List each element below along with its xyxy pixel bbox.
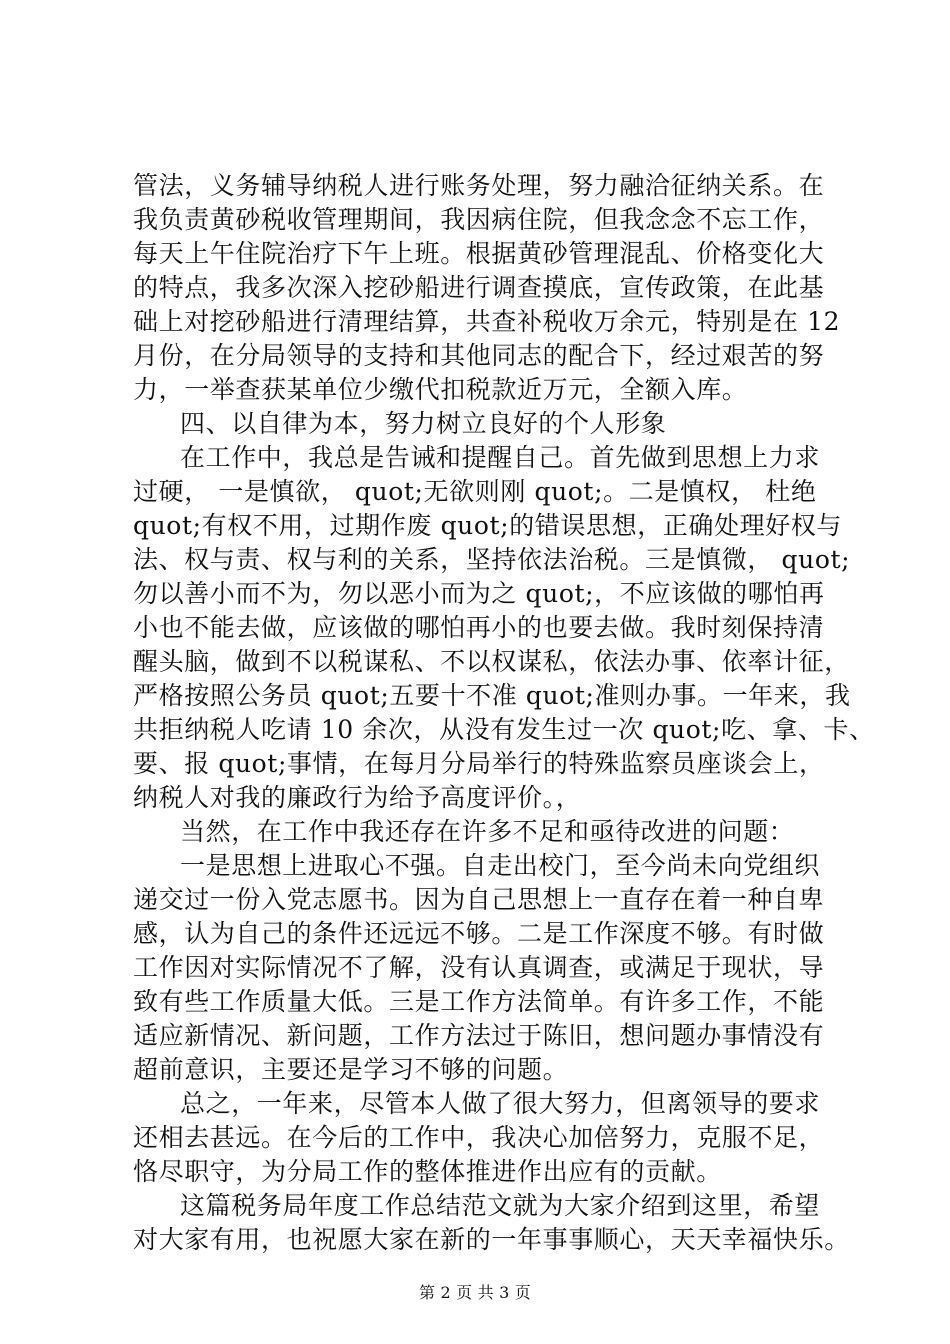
text-line: 这篇税务局年度工作总结范文就为大家介绍到这里，希望 bbox=[180, 1191, 821, 1220]
text-line: 勿以善小而不为，勿以恶小而为之 quot;，不应该做的哪怕再 bbox=[133, 579, 825, 608]
text-line: 的特点，我多次深入挖砂船进行调查摸底，宣传政策，在此基 bbox=[133, 273, 825, 302]
text-line: 过硬， 一是慎欲， quot;无欲则刚 quot;。二是慎权， 杜绝 bbox=[133, 477, 817, 506]
text-line: 在工作中，我总是告诫和提醒自己。首先做到思想上力求 bbox=[180, 443, 821, 472]
text-line: 础上对挖砂船进行清理结算，共查补税收万余元，特别是在 12 bbox=[133, 307, 841, 336]
text-line: 工作因对实际情况不了解，没有认真调查，或满足于现状，导 bbox=[133, 953, 825, 982]
text-line: 共拒纳税人吃请 10 余次，从没有发生过一次 quot;吃、拿、卡、 bbox=[133, 715, 875, 744]
text-line: 要、报 quot;事情，在每月分局举行的特殊监察员座谈会上， bbox=[133, 749, 825, 778]
text-line: 当然，在工作中我还存在许多不足和亟待改进的问题： bbox=[180, 817, 795, 846]
text-line: 月份，在分局领导的支持和其他同志的配合下，经过艰苦的努 bbox=[133, 341, 825, 370]
text-line: 恪尽职守，为分局工作的整体推进作出应有的贡献。 bbox=[133, 1157, 722, 1186]
text-line: 力，一举查获某单位少缴代扣税款近万元，全额入库。 bbox=[133, 375, 748, 404]
text-line: 我负责黄砂税收管理期间，我因病住院，但我念念不忘工作， bbox=[133, 205, 825, 234]
text-line: 管法，义务辅导纳税人进行账务处理，努力融洽征纳关系。在 bbox=[133, 171, 825, 200]
text-line: 总之，一年来，尽管本人做了很大努力，但离领导的要求 bbox=[180, 1089, 821, 1118]
text-line: 法、权与责、权与利的关系，坚持依法治税。三是慎微， quot; bbox=[133, 545, 851, 574]
page-footer: 第 2 页 共 3 页 bbox=[419, 1283, 531, 1302]
section-heading: 四、以自律为本，努力树立良好的个人形象 bbox=[180, 409, 667, 438]
text-line: 每天上午住院治疗下午上班。根据黄砂管理混乱、价格变化大 bbox=[133, 239, 825, 268]
text-line: 严格按照公务员 quot;五要十不准 quot;准则办事。一年来，我 bbox=[133, 681, 851, 710]
text-line: 超前意识，主要还是学习不够的问题。 bbox=[133, 1055, 569, 1084]
text-line: 适应新情况、新问题，工作方法过于陈旧，想问题办事情没有 bbox=[133, 1021, 825, 1050]
text-line: 一是思想上进取心不强。自走出校门，至今尚未向党组织 bbox=[180, 851, 821, 880]
text-line: quot;有权不用，过期作废 quot;的错误思想，正确处理好权与 bbox=[133, 511, 842, 540]
text-line: 对大家有用，也祝愿大家在新的一年事事顺心，天天幸福快乐。 bbox=[133, 1225, 850, 1254]
text-line: 还相去甚远。在今后的工作中，我决心加倍努力，克服不足， bbox=[133, 1123, 825, 1152]
text-line: 感，认为自己的条件还远远不够。二是工作深度不够。有时做 bbox=[133, 919, 825, 948]
text-line: 致有些工作质量大低。三是工作方法简单。有许多工作，不能 bbox=[133, 987, 825, 1016]
text-line: 纳税人对我的廉政行为给予高度评价。， bbox=[133, 783, 582, 812]
text-line: 小也不能去做，应该做的哪怕再小的也要去做。我时刻保持清 bbox=[133, 613, 825, 642]
text-line: 递交过一份入党志愿书。因为自己思想上一直存在着一种自卑 bbox=[133, 885, 825, 914]
text-line: 醒头脑，做到不以税谋私、不以权谋私，依法办事、依率计征， bbox=[133, 647, 850, 676]
